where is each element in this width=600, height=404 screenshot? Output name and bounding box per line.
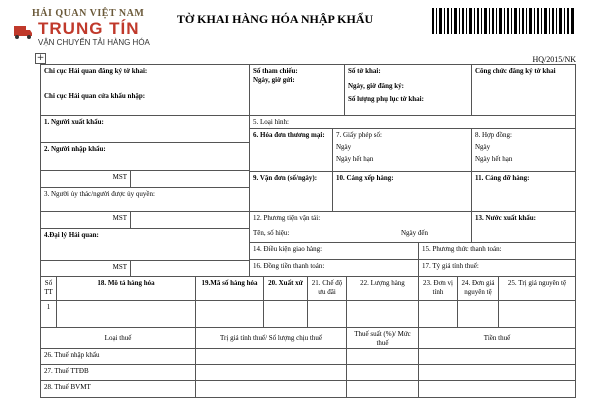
importer-mst-value[interactable] — [130, 170, 250, 188]
col-no-header: Số TT — [40, 276, 57, 301]
unload-port-cell — [471, 171, 576, 212]
agent-mst-cell — [40, 260, 131, 277]
load-port-cell — [332, 171, 472, 212]
license-cell — [332, 128, 472, 172]
tax-row-special-amount[interactable] — [418, 364, 576, 381]
tax-row-special: 27. Thuế TTĐB — [40, 364, 196, 381]
entrusted-label: 3. Người ủy thác/người được ủy quyền: — [44, 190, 155, 198]
declaration-form — [40, 64, 576, 404]
goods-row-origin[interactable] — [263, 300, 308, 328]
license-exp-label: Ngày hết hạn — [336, 154, 374, 163]
tax-col-amount-header: Tiền thuế — [418, 327, 576, 349]
col-value-header: 25. Trị giá nguyên tệ — [498, 276, 576, 301]
entrusted-cell — [40, 187, 250, 212]
contract-exp-label: Ngày hết hạn — [475, 154, 513, 163]
col-pref-header: 21. Chế độ ưu đãi — [307, 276, 347, 301]
delivery-cell — [249, 242, 419, 260]
goods-row-pref[interactable] — [307, 300, 347, 328]
ref-date-label: Ngày, giờ gửi: — [253, 75, 295, 84]
tax-row-import-base[interactable] — [195, 348, 347, 365]
license-label: 7. Giấy phép số: — [336, 131, 382, 139]
origin-label: 13. Nước xuất khẩu: — [475, 214, 536, 222]
ref-no-label: Số tham chiếu: — [253, 67, 298, 75]
logo-tagline: VẬN CHUYỂN TẢI HÀNG HÓA — [38, 38, 150, 47]
barcode — [432, 8, 574, 34]
agent-cell — [40, 228, 250, 261]
exporter-label: 1. Người xuất khẩu: — [44, 118, 104, 126]
goods-row-price[interactable] — [457, 300, 499, 328]
tax-col-rate-header: Thuế suất (%)/ Mức thuế — [346, 327, 419, 349]
document-header — [0, 0, 600, 62]
payment-label: 15. Phương thức thanh toán: — [422, 245, 502, 253]
goods-row-qty[interactable] — [346, 300, 419, 328]
goods-row-value[interactable] — [498, 300, 576, 328]
agent-mst-label: MST — [112, 263, 127, 271]
officer-label: Công chức đăng ký tờ khai — [475, 67, 556, 75]
logo-brand-name: TRUNG TÍN — [38, 19, 140, 38]
currency-cell — [249, 259, 419, 277]
agent-mst-value[interactable] — [130, 260, 250, 277]
officer-cell — [471, 64, 576, 116]
importer-label: 2. Người nhập khẩu: — [44, 145, 106, 153]
rate-cell — [418, 259, 576, 277]
expand-icon[interactable]: + — [36, 53, 45, 63]
origin-cell — [471, 211, 576, 243]
tax-row-environment: 28. Thuế BVMT — [40, 380, 196, 398]
unload-port-label: 11. Cảng dỡ hàng: — [475, 174, 530, 182]
contract-date-label: Ngày — [475, 142, 491, 151]
vessel-label: Tên, số hiệu: — [253, 228, 290, 237]
col-unit-header: 23. Đơn vị tính — [418, 276, 458, 301]
exporter-cell — [40, 115, 250, 143]
decl-no-label: Số tờ khai: — [348, 67, 381, 75]
importer-mst-label: MST — [112, 173, 127, 181]
type-cell — [249, 115, 576, 129]
form-code: HQ/2015/NK — [532, 55, 576, 64]
tax-row-environment-rate[interactable] — [346, 380, 419, 398]
col-qty-header: 22. Lượng hàng — [346, 276, 419, 301]
importer-cell — [40, 142, 250, 171]
page-title: TỜ KHAI HÀNG HÓA NHẬP KHẨU — [176, 12, 374, 26]
truck-icon — [12, 20, 34, 42]
tax-row-import: 26. Thuế nhập khẩu — [40, 348, 196, 365]
tax-row-import-rate[interactable] — [346, 348, 419, 365]
ref-cell — [249, 64, 345, 116]
tax-col-base-header: Trị giá tính thuế/ Số lượng chịu thuế — [195, 327, 347, 349]
decl-cell — [344, 64, 472, 116]
arrival-label: Ngày đến — [401, 228, 429, 237]
entrusted-mst-label: MST — [112, 214, 127, 222]
entrusted-mst-cell — [40, 211, 131, 229]
license-date-label: Ngày — [336, 142, 352, 151]
transport-label: 12. Phương tiện vận tải: — [253, 214, 321, 222]
load-port-label: 10. Cảng xếp hàng: — [336, 174, 394, 182]
payment-cell — [418, 242, 576, 260]
rate-label: 17. Tỷ giá tính thuế: — [422, 262, 479, 270]
tax-row-special-base[interactable] — [195, 364, 347, 381]
contract-cell — [471, 128, 576, 172]
office-cell — [40, 64, 250, 116]
tax-row-environment-base[interactable] — [195, 380, 347, 398]
goods-row-desc[interactable] — [56, 300, 196, 328]
goods-row-code[interactable] — [195, 300, 264, 328]
col-code-header: 19.Mã số hàng hóa — [195, 276, 264, 301]
annex-count-label: Số lượng phụ lục tờ khai: — [348, 94, 424, 103]
col-desc-header: 18. Mô tả hàng hóa — [56, 276, 196, 301]
entrusted-mst-value[interactable] — [130, 211, 250, 229]
logo-agency-text: HẢI QUAN VIỆT NAM — [32, 8, 145, 19]
col-price-header: 24. Đơn giá nguyên tệ — [457, 276, 499, 301]
bill-cell — [249, 171, 333, 212]
currency-label: 16. Đồng tiền thanh toán: — [253, 262, 325, 270]
col-origin-header: 20. Xuất xứ — [263, 276, 308, 301]
tax-col-type-header: Loại thuế — [40, 327, 196, 349]
type-label: 5. Loại hình: — [253, 118, 289, 126]
agent-label: 4.Đại lý Hải quan: — [44, 231, 99, 239]
goods-row-no: 1 — [40, 300, 57, 328]
invoice-cell — [249, 128, 333, 172]
office-reg-label: Chi cục Hải quan đăng ký tờ khai: — [44, 67, 148, 75]
delivery-label: 14. Điều kiện giao hàng: — [253, 245, 323, 253]
tax-row-special-rate[interactable] — [346, 364, 419, 381]
invoice-label: 6. Hóa đơn thương mại: — [253, 131, 325, 139]
bill-label: 9. Vận đơn (số/ngày): — [253, 174, 318, 182]
goods-row-unit[interactable] — [418, 300, 458, 328]
transport-cell — [249, 211, 472, 243]
decl-date-label: Ngày, giờ đăng ký: — [348, 81, 404, 90]
importer-mst-cell — [40, 170, 131, 188]
brand-logo — [12, 8, 172, 50]
tax-row-environment-amount[interactable] — [418, 380, 576, 398]
contract-label: 8. Hợp đồng: — [475, 131, 512, 139]
office-gate-label: Chi cục Hải quan cửa khẩu nhập: — [44, 91, 146, 100]
tax-row-import-amount[interactable] — [418, 348, 576, 365]
